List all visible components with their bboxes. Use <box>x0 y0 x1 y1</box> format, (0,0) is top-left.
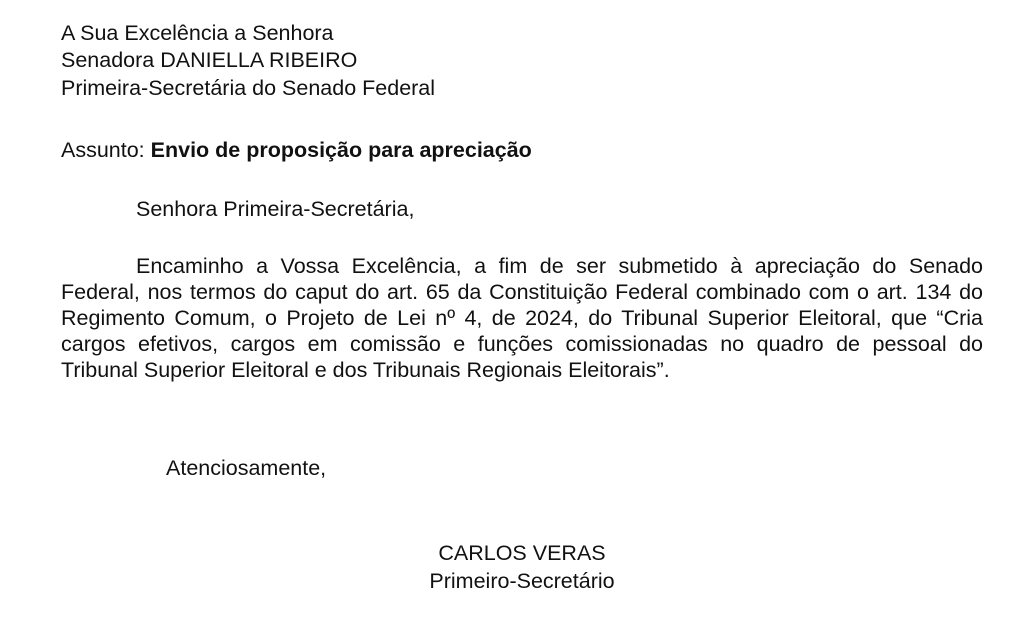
recipient-line-1: A Sua Excelência a Senhora <box>61 21 334 45</box>
recipient-line-3: Primeira-Secretária do Senado Federal <box>61 76 436 100</box>
subject-label: Assunto: <box>61 138 151 162</box>
body-paragraph: Encaminho a Vossa Excelência, a fim de ser submetido à apreciação do Senado Federal, nos termos do caput do art. 65 da Constituição Federal combinado com o art. 134 do Regimento Comum, o Projeto de Lei nº 4, de 2024, do Tribunal Superior Eleitoral, que “Cria cargos efetivos, cargos em comissão e funções comissionadas no quadro de pessoal do Tribunal Superior Eleitoral e dos Tribunais Regionais Eleitorais”. <box>61 254 983 382</box>
subject-line <box>61 137 532 163</box>
salutation: Senhora Primeira-Secretária, <box>136 197 415 221</box>
subject-text: Envio de proposição para apreciação <box>150 138 532 162</box>
signature-title: Primeiro-Secretário <box>429 569 615 593</box>
letter-document <box>61 0 983 635</box>
signature-name: CARLOS VERAS <box>438 541 606 565</box>
recipient-line-2: Senadora DANIELLA RIBEIRO <box>61 48 358 72</box>
closing: Atenciosamente, <box>166 456 327 480</box>
